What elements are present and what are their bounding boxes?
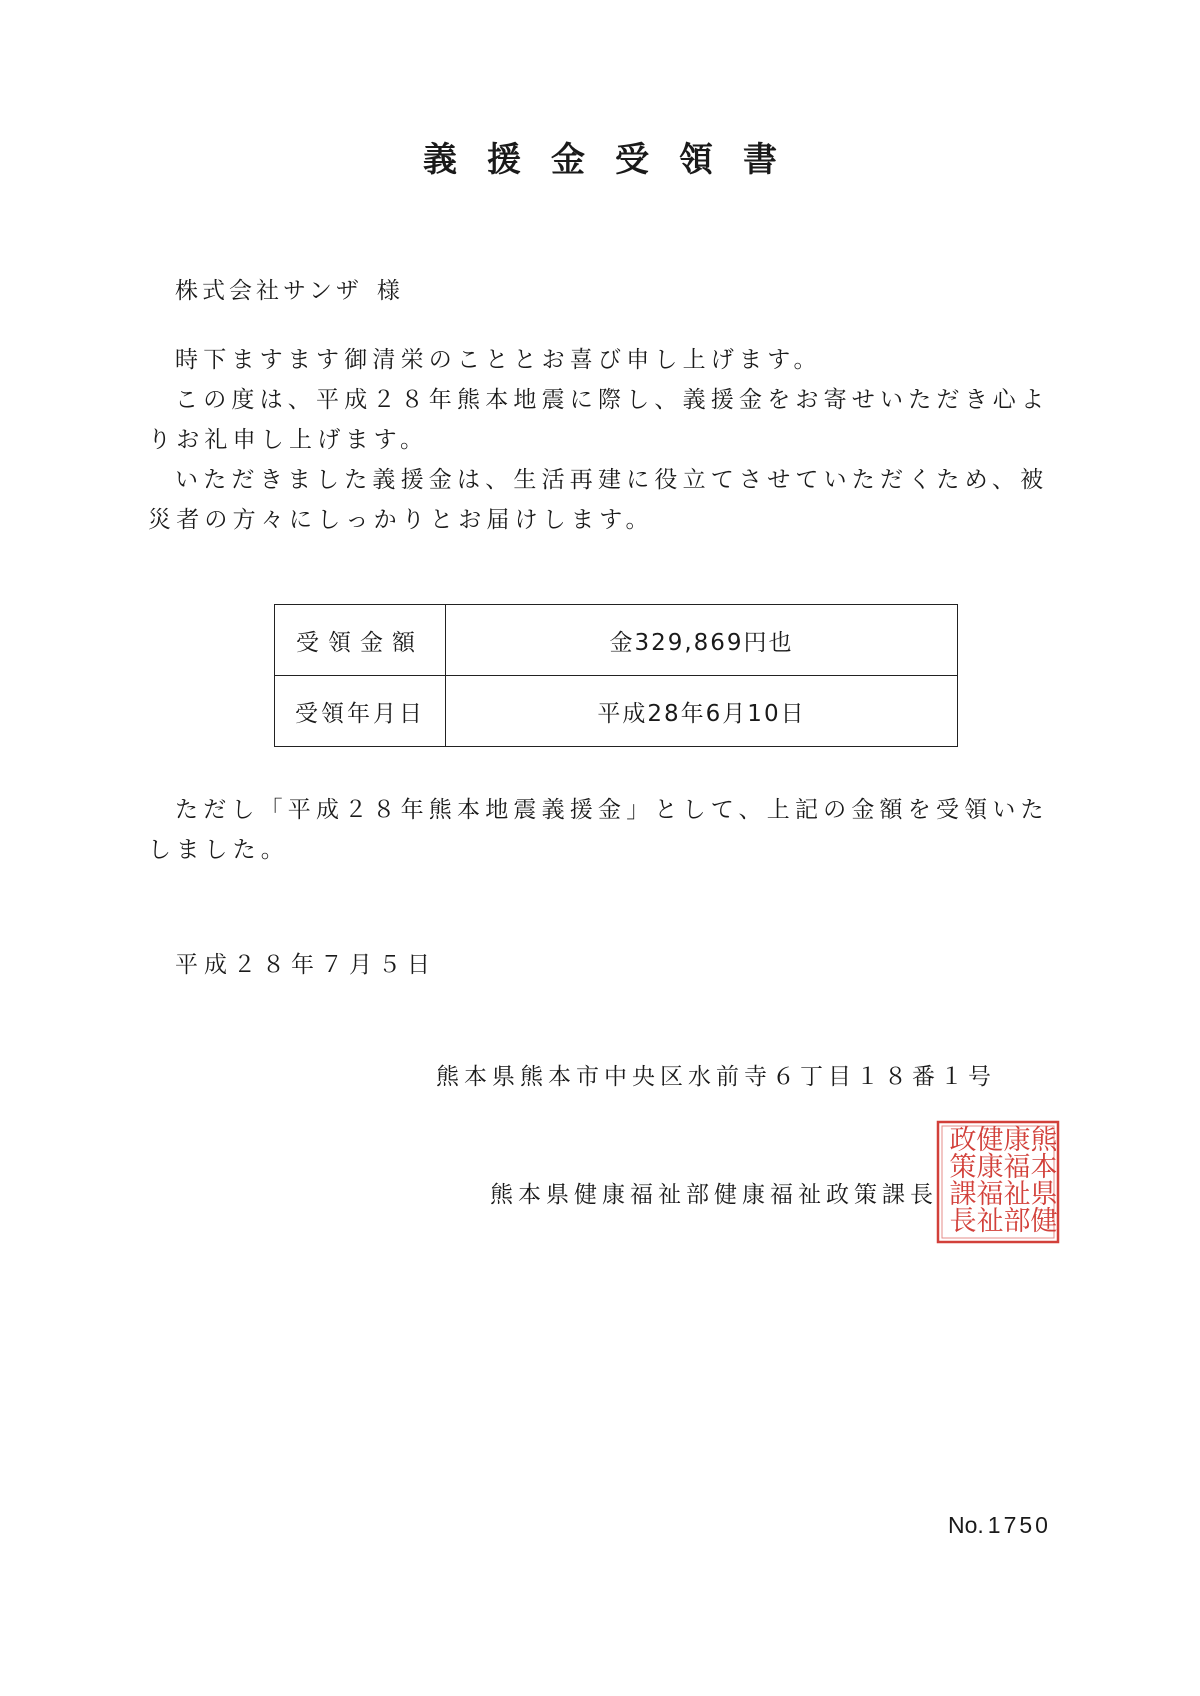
document-number — [948, 1512, 1051, 1539]
seal-glyph: 県 — [1030, 1179, 1058, 1210]
seal-glyph: 福 — [1003, 1152, 1031, 1183]
seal-glyph: 康 — [1003, 1125, 1031, 1156]
closing-paragraph: ただし「平成２８年熊本地震義援金」として、上記の金額を受領いたしました。 — [148, 797, 1049, 863]
seal-glyph: 熊 — [1030, 1125, 1058, 1156]
seal-glyph: 祉 — [1003, 1179, 1031, 1210]
seal-glyph: 政 — [949, 1125, 977, 1156]
amount-value: 金329,869円也 — [446, 605, 958, 676]
seal-glyph: 長 — [949, 1206, 977, 1237]
seal-glyph: 本 — [1030, 1152, 1058, 1183]
receipt-table — [274, 604, 958, 747]
document-number-value: 1750 — [987, 1512, 1051, 1538]
seal-glyph: 祉 — [976, 1206, 1004, 1237]
addressee-honorific: 様 — [376, 278, 404, 304]
issuer-address: 熊本県熊本市中央区水前寺６丁目１８番１号 — [436, 1064, 996, 1090]
official-seal-icon — [936, 1120, 1060, 1244]
body-text — [148, 340, 1068, 540]
addressee-name: 株式会社サンザ — [175, 278, 363, 304]
body-paragraph: 時下ますます御清栄のこととお喜び申し上げます。 — [175, 347, 822, 373]
document-title: 義援金受領書 — [423, 140, 807, 180]
seal-glyph: 部 — [1003, 1206, 1031, 1237]
seal-glyph: 健 — [976, 1125, 1004, 1156]
amount-label: 受領金額 — [275, 605, 446, 676]
seal-glyph: 課 — [949, 1179, 977, 1210]
body-paragraph: この度は、平成２８年熊本地震に際し、義援金をお寄せいただき心よりお礼申し上げます。 — [148, 387, 1050, 453]
receipt-date-label: 受領年月日 — [275, 676, 446, 747]
closing-text — [148, 790, 1068, 870]
table-row — [275, 605, 958, 676]
seal-glyph: 福 — [976, 1179, 1004, 1210]
receipt-date-value: 平成28年6月10日 — [446, 676, 958, 747]
seal-glyph: 策 — [949, 1152, 977, 1183]
issuer-title: 熊本県健康福祉部健康福祉政策課長 — [490, 1182, 938, 1208]
issue-date: 平成２８年７月５日 — [175, 952, 436, 978]
seal-glyph: 康 — [976, 1152, 1004, 1183]
addressee — [175, 272, 404, 305]
body-paragraph: いただきました義援金は、生活再建に役立てさせていただくため、被災者の方々にしっかりとお届けします。 — [148, 467, 1049, 533]
table-row — [275, 676, 958, 747]
document-number-prefix: No. — [948, 1512, 984, 1538]
seal-glyph: 健 — [1030, 1206, 1058, 1237]
